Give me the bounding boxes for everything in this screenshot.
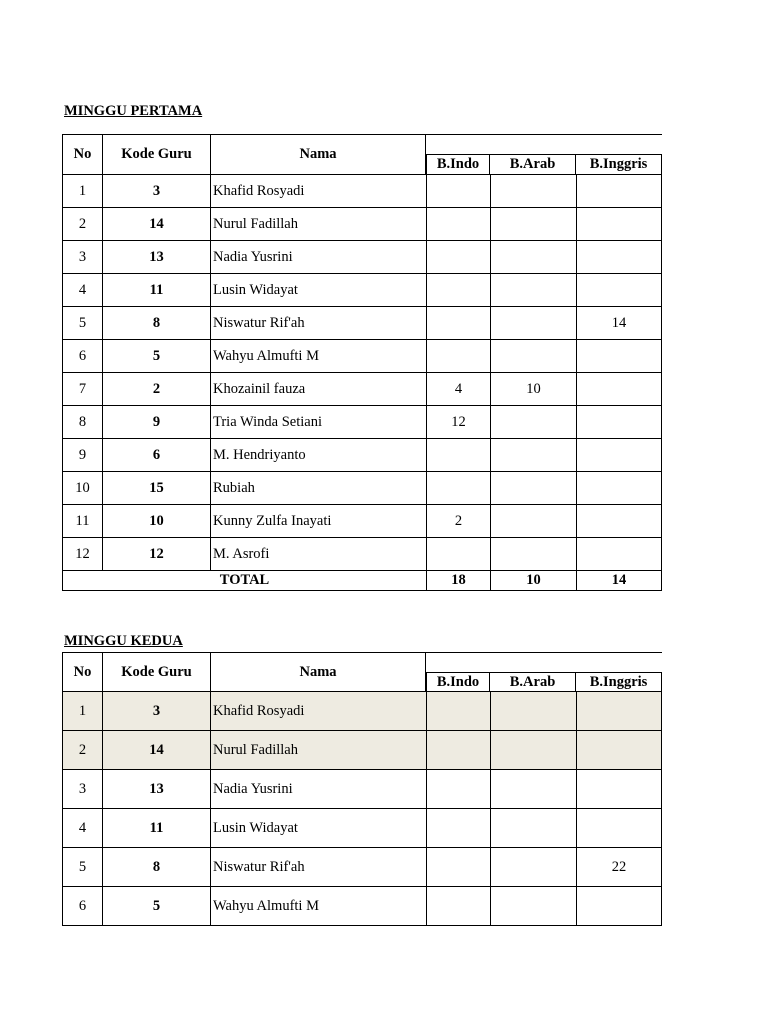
cell-barab <box>490 472 576 505</box>
table-row <box>62 848 662 887</box>
table-row <box>62 692 662 731</box>
cell-barab <box>490 731 576 770</box>
subject-group-rule <box>426 652 662 653</box>
cell-no: 1 <box>62 175 102 208</box>
cell-nama: Nurul Fadillah <box>210 731 426 770</box>
table-row <box>62 175 662 208</box>
cell-kode: 5 <box>102 340 210 373</box>
cell-bindo <box>426 307 490 340</box>
cell-kode: 12 <box>102 538 210 571</box>
cell-barab: 10 <box>490 373 576 406</box>
table-row <box>62 340 662 373</box>
header-bindo: B.Indo <box>426 672 490 692</box>
cell-nama: Khafid Rosyadi <box>210 175 426 208</box>
table-row <box>62 505 662 538</box>
cell-kode: 3 <box>102 692 210 731</box>
cell-no: 4 <box>62 274 102 307</box>
cell-bindo <box>426 809 490 848</box>
cell-bindo <box>426 731 490 770</box>
cell-no: 3 <box>62 241 102 274</box>
header-no: No <box>62 652 102 692</box>
table-row <box>62 472 662 505</box>
cell-kode: 11 <box>102 274 210 307</box>
cell-binggris: 14 <box>576 307 662 340</box>
cell-no: 8 <box>62 406 102 439</box>
cell-barab <box>490 175 576 208</box>
cell-nama: M. Hendriyanto <box>210 439 426 472</box>
cell-no: 3 <box>62 770 102 809</box>
table-row <box>62 731 662 770</box>
cell-kode: 9 <box>102 406 210 439</box>
cell-no: 4 <box>62 809 102 848</box>
cell-kode: 8 <box>102 307 210 340</box>
header-barab: B.Arab <box>490 672 576 692</box>
cell-binggris <box>576 472 662 505</box>
cell-kode: 10 <box>102 505 210 538</box>
cell-no: 5 <box>62 848 102 887</box>
cell-barab <box>490 505 576 538</box>
cell-barab <box>490 770 576 809</box>
cell-barab <box>490 809 576 848</box>
cell-barab <box>490 307 576 340</box>
cell-barab <box>490 274 576 307</box>
cell-bindo <box>426 472 490 505</box>
cell-barab <box>490 406 576 439</box>
header-kode-guru: Kode Guru <box>102 652 210 692</box>
cell-barab <box>490 692 576 731</box>
week2-table <box>62 652 662 926</box>
table-row <box>62 241 662 274</box>
cell-nama: Lusin Widayat <box>210 274 426 307</box>
cell-barab <box>490 887 576 926</box>
cell-barab <box>490 538 576 571</box>
cell-no: 6 <box>62 887 102 926</box>
cell-barab <box>490 208 576 241</box>
cell-barab <box>490 241 576 274</box>
cell-kode: 2 <box>102 373 210 406</box>
cell-nama: Khafid Rosyadi <box>210 692 426 731</box>
table-row <box>62 373 662 406</box>
table-row <box>62 809 662 848</box>
cell-bindo <box>426 274 490 307</box>
cell-nama: Nadia Yusrini <box>210 241 426 274</box>
cell-nama: M. Asrofi <box>210 538 426 571</box>
cell-bindo <box>426 208 490 241</box>
table-row <box>62 274 662 307</box>
header-kode-guru: Kode Guru <box>102 134 210 175</box>
total-bindo: 18 <box>426 571 490 591</box>
cell-nama: Wahyu Almufti M <box>210 340 426 373</box>
cell-barab <box>490 340 576 373</box>
cell-no: 2 <box>62 731 102 770</box>
cell-no: 12 <box>62 538 102 571</box>
cell-kode: 5 <box>102 887 210 926</box>
cell-barab <box>490 848 576 887</box>
cell-binggris <box>576 406 662 439</box>
cell-no: 11 <box>62 505 102 538</box>
table-row <box>62 538 662 571</box>
cell-nama: Nurul Fadillah <box>210 208 426 241</box>
header-binggris: B.Inggris <box>576 154 662 175</box>
total-row <box>62 571 662 591</box>
cell-binggris <box>576 340 662 373</box>
cell-binggris <box>576 692 662 731</box>
cell-bindo <box>426 692 490 731</box>
header-nama: Nama <box>210 134 426 175</box>
cell-bindo <box>426 439 490 472</box>
cell-bindo: 4 <box>426 373 490 406</box>
table-row <box>62 406 662 439</box>
cell-nama: Nadia Yusrini <box>210 770 426 809</box>
cell-kode: 15 <box>102 472 210 505</box>
header-nama: Nama <box>210 652 426 692</box>
cell-binggris <box>576 731 662 770</box>
header-barab: B.Arab <box>490 154 576 175</box>
cell-kode: 11 <box>102 809 210 848</box>
cell-binggris: 22 <box>576 848 662 887</box>
cell-nama: Tria Winda Setiani <box>210 406 426 439</box>
cell-binggris <box>576 175 662 208</box>
header-binggris: B.Inggris <box>576 672 662 692</box>
cell-binggris <box>576 208 662 241</box>
cell-nama: Niswatur Rif'ah <box>210 307 426 340</box>
header-no: No <box>62 134 102 175</box>
table-row <box>62 770 662 809</box>
cell-binggris <box>576 887 662 926</box>
cell-barab <box>490 439 576 472</box>
cell-no: 2 <box>62 208 102 241</box>
cell-no: 7 <box>62 373 102 406</box>
cell-no: 5 <box>62 307 102 340</box>
cell-binggris <box>576 538 662 571</box>
cell-bindo <box>426 175 490 208</box>
cell-bindo <box>426 241 490 274</box>
cell-bindo <box>426 340 490 373</box>
cell-kode: 14 <box>102 731 210 770</box>
cell-binggris <box>576 809 662 848</box>
total-barab: 10 <box>490 571 576 591</box>
cell-nama: Wahyu Almufti M <box>210 887 426 926</box>
week1-table <box>62 134 662 591</box>
cell-binggris <box>576 770 662 809</box>
cell-nama: Niswatur Rif'ah <box>210 848 426 887</box>
week1-title: MINGGU PERTAMA <box>64 103 203 119</box>
cell-bindo <box>426 848 490 887</box>
cell-bindo <box>426 887 490 926</box>
cell-nama: Kunny Zulfa Inayati <box>210 505 426 538</box>
header-bindo: B.Indo <box>426 154 490 175</box>
cell-kode: 6 <box>102 439 210 472</box>
cell-bindo <box>426 770 490 809</box>
subject-group-rule <box>426 134 662 135</box>
table-row <box>62 208 662 241</box>
cell-kode: 13 <box>102 241 210 274</box>
cell-kode: 3 <box>102 175 210 208</box>
cell-binggris <box>576 274 662 307</box>
cell-no: 6 <box>62 340 102 373</box>
cell-bindo: 12 <box>426 406 490 439</box>
cell-nama: Khozainil fauza <box>210 373 426 406</box>
cell-no: 10 <box>62 472 102 505</box>
cell-kode: 13 <box>102 770 210 809</box>
table-row <box>62 439 662 472</box>
total-label: TOTAL <box>62 571 426 591</box>
total-binggris: 14 <box>576 571 662 591</box>
cell-kode: 14 <box>102 208 210 241</box>
cell-no: 1 <box>62 692 102 731</box>
cell-binggris <box>576 439 662 472</box>
cell-binggris <box>576 505 662 538</box>
cell-kode: 8 <box>102 848 210 887</box>
table-row <box>62 307 662 340</box>
cell-bindo <box>426 538 490 571</box>
cell-binggris <box>576 373 662 406</box>
table-row <box>62 887 662 926</box>
cell-bindo: 2 <box>426 505 490 538</box>
cell-nama: Rubiah <box>210 472 426 505</box>
cell-nama: Lusin Widayat <box>210 809 426 848</box>
week2-title: MINGGU KEDUA <box>64 633 183 649</box>
cell-binggris <box>576 241 662 274</box>
cell-no: 9 <box>62 439 102 472</box>
